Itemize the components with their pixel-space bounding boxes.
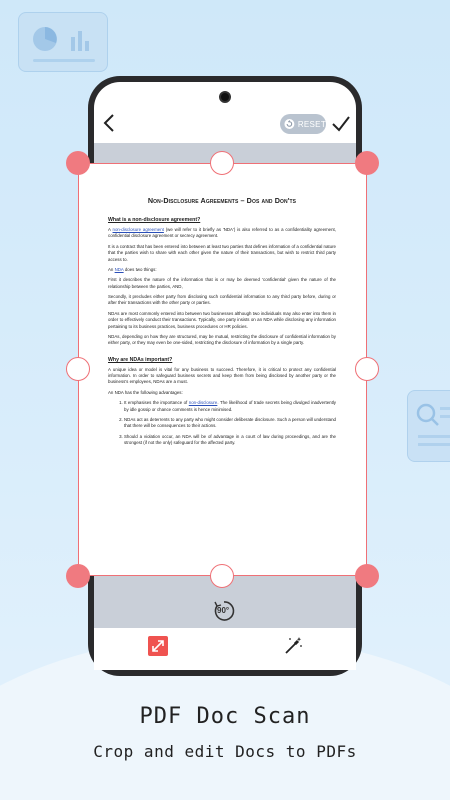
crop-handle-bottom-left[interactable] [66,564,90,588]
magic-wand-icon [282,635,304,657]
link-non-disclosure: non-disclosure [188,400,218,406]
list-item [124,400,336,413]
crop-handle-top-left[interactable] [66,151,90,175]
rotate-ccw-icon [284,118,295,130]
front-camera [219,91,231,103]
crop-expand-icon [148,636,168,656]
section-heading: Why are NDAs important? [108,356,173,363]
paragraph [108,267,336,273]
crop-handle-right[interactable] [355,357,379,381]
chevron-left-icon [100,111,118,135]
paragraph: NDAs, depending on how they are structured, may be mutual, restricting the disclosure of confidential information by either party, or they may even be one-sided, restricting the disclosure of information by a single party. [108,333,336,346]
reset-button[interactable] [280,114,326,134]
decorative-chart-card [18,12,108,72]
reset-label: RESET [297,119,326,129]
link-non-disclosure-agreement: non-disclosure agreement [112,227,164,232]
section-heading: What is a non-disclosure agreement? [108,217,201,223]
paragraph: An NDA has the following advantages: [108,389,183,395]
list-item: 3. Should a violation occur, an NDA will be of advantage in a court of law during proceedings, and are the strongest (if not the only) safeguard for the affected party. [124,434,336,447]
crop-handle-bottom-right[interactable] [355,564,379,588]
link-nda: NDA [114,266,124,272]
text-run: It emphasises the importance of [124,400,189,406]
paragraph [108,227,336,240]
text-run: (we will refer to it briefly as 'NDA') is also referred to as a confidentiality agreement, confidential disclosure agreement or secrecy agreement. [108,227,337,239]
promo-title: PDF Doc Scan [139,704,311,729]
crop-handle-bottom[interactable] [210,564,234,588]
check-icon [330,113,352,135]
back-button[interactable] [100,111,118,135]
crop-handle-left[interactable] [66,357,90,381]
crop-handle-top-right[interactable] [355,151,379,175]
crop-tool-button[interactable] [148,636,168,656]
crop-handle-top[interactable] [210,151,234,175]
decorative-search-card [407,390,450,462]
advantages-list [108,400,336,446]
text-run: does two things: [123,266,157,272]
rotate-label: 90° [217,606,230,615]
confirm-button[interactable] [330,113,352,135]
text-run: An [108,266,115,272]
paragraph: Secondly, it precludes either party from disclosing such confidential information to any third party before, during or after their transactions with the other party or parties. [108,294,336,306]
list-item: 2. NDAs act as deterrents to any party who might consider deliberate disclosure. Such a person will understand that there will be consequences to their actions. [124,417,336,430]
text-run: A [108,227,113,232]
paragraph: First it describes the nature of the information that is or may be deemed 'confidential' given the nature of the relationship between the parties, AND, [108,277,336,289]
promo-subtitle: Crop and edit Docs to PDFs [93,742,357,761]
text-run: . The likelihood of trade secrets being divulged inadvertently by idle gossip or chance comments is hence minimised. [124,400,337,412]
bottom-toolbar [94,628,356,670]
paragraph: NDAs are most commonly entered into between two businesses although two individuals may also enter into them in order to effectively conduct their transactions. Typically, one party insists on an NDA while disclosing any information pertaining to its business practices, business procedures or HR policies. [108,310,336,329]
rotate-button[interactable] [211,598,237,624]
paragraph: A unique idea or model is vital for any business to succeed. Therefore, it is critical to protect any confidential information. In order to safeguard business secrets and keep them from being disclosed by another party or the business's employees, NDAs are a must. [108,366,336,385]
magic-wand-button[interactable] [282,635,304,657]
document-title: Non-Disclosure Agreements – Dos and Don'ts [147,196,297,205]
document-page [108,192,336,522]
paragraph: It is a contract that has been entered into between at least two parties that defines information of a confidential nature that the parties wish to share with each other given the nature of their transactions, but wish to restrict third party access to. [108,243,336,262]
